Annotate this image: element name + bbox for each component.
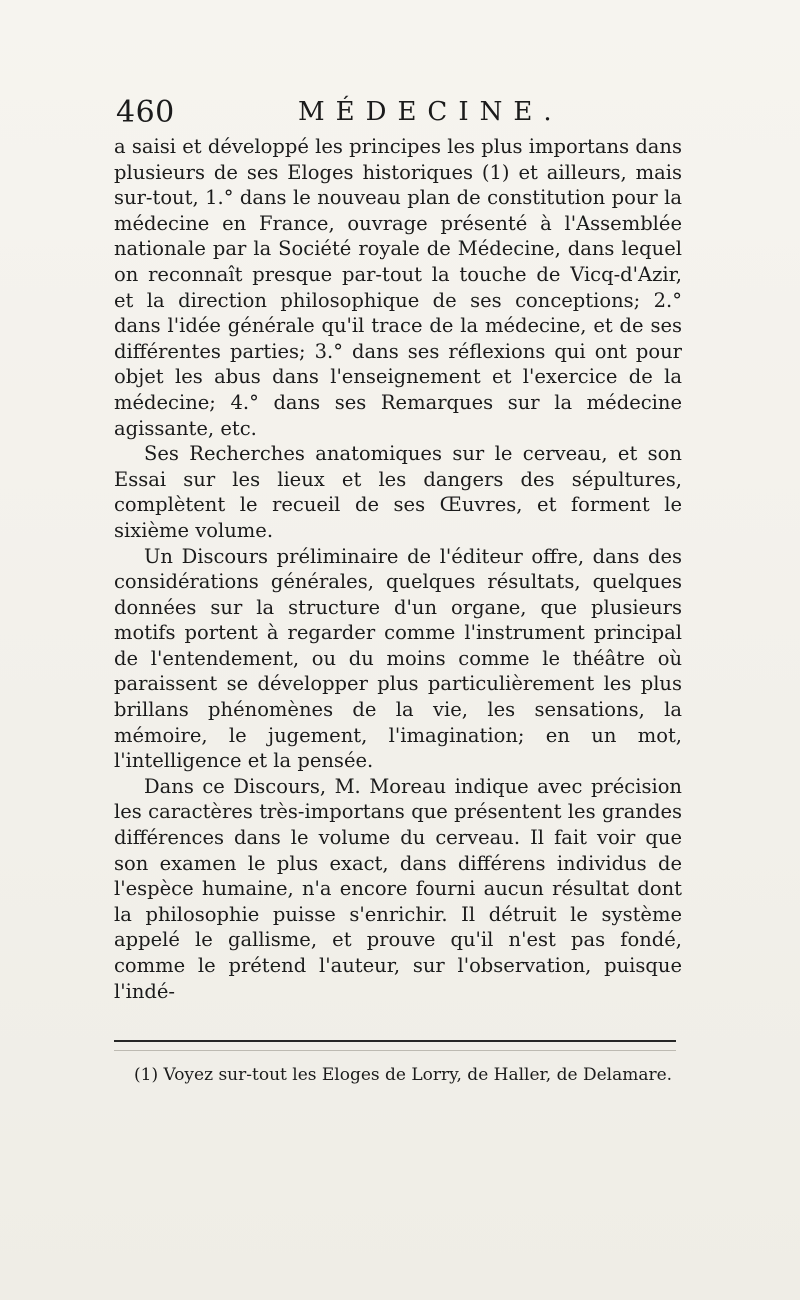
paragraph-1: a saisi et développé les principes les plus importans dans plusieurs de ses Eloges historiques (1) et ailleurs, mais sur-tout, 1.° dans le nouveau plan de constitution pour la médecine en France, ouvrage présenté à l'Assemblée nationale par la Société royale de Médecine, dans lequel on reconnaît presque par-tout la touche de Vicq-d'Azir, et la direction philosophique de ses conceptions; 2.° dans l'idée générale qu'il trace de la médecine, et de ses différentes parties; 3.° dans ses réflexions qui ont pour objet les abus dans l'enseignement et l'exercice de la médecine; 4.° dans ses Remarques sur la médecine agissante, etc. xyxy=(114,135,682,440)
footnote-rule-secondary xyxy=(114,1050,676,1051)
footnote: (1) Voyez sur-tout les Eloges de Lorry, de Haller, de Delamare. xyxy=(134,1065,673,1085)
paragraph-2: Ses Recherches anatomiques sur le cerveau, et son Essai sur les lieux et les dangers des sépultures, complètent le recueil de ses Œuvres, et forment le sixième volume. xyxy=(114,442,682,542)
page-number: 460 xyxy=(116,95,175,130)
running-head: MÉDECINE. xyxy=(298,97,563,127)
page-header xyxy=(116,95,676,135)
body-text xyxy=(114,134,682,1004)
footnote-rule xyxy=(114,1040,676,1042)
paragraph-4: Dans ce Discours, M. Moreau indique avec précision les caractères très-importans que présentent les grandes différences dans le volume du cerveau. Il fait voir que son examen le plus exact, dans différens individus de l'espèce humaine, n'a encore fourni aucun résultat dont la philosophie puisse s'enrichir. Il détruit le système appelé le gallisme, et prouve qu'il n'est pas fondé, comme le prétend l'auteur, sur l'observation, puisque l'indé- xyxy=(114,774,682,1003)
paragraph-3: Un Discours préliminaire de l'éditeur offre, dans des considérations générales, quelques résultats, quelques données sur la structure d'un organe, que plusieurs motifs portent à regarder comme l'instrument principal de l'entendement, ou du moins comme le théâtre où paraissent se développer plus particulièrement les plus brillans phénomènes de la vie, les sensations, la mémoire, le jugement, l'imagination; en un mot, l'intelligence et la pensée. xyxy=(114,544,682,773)
